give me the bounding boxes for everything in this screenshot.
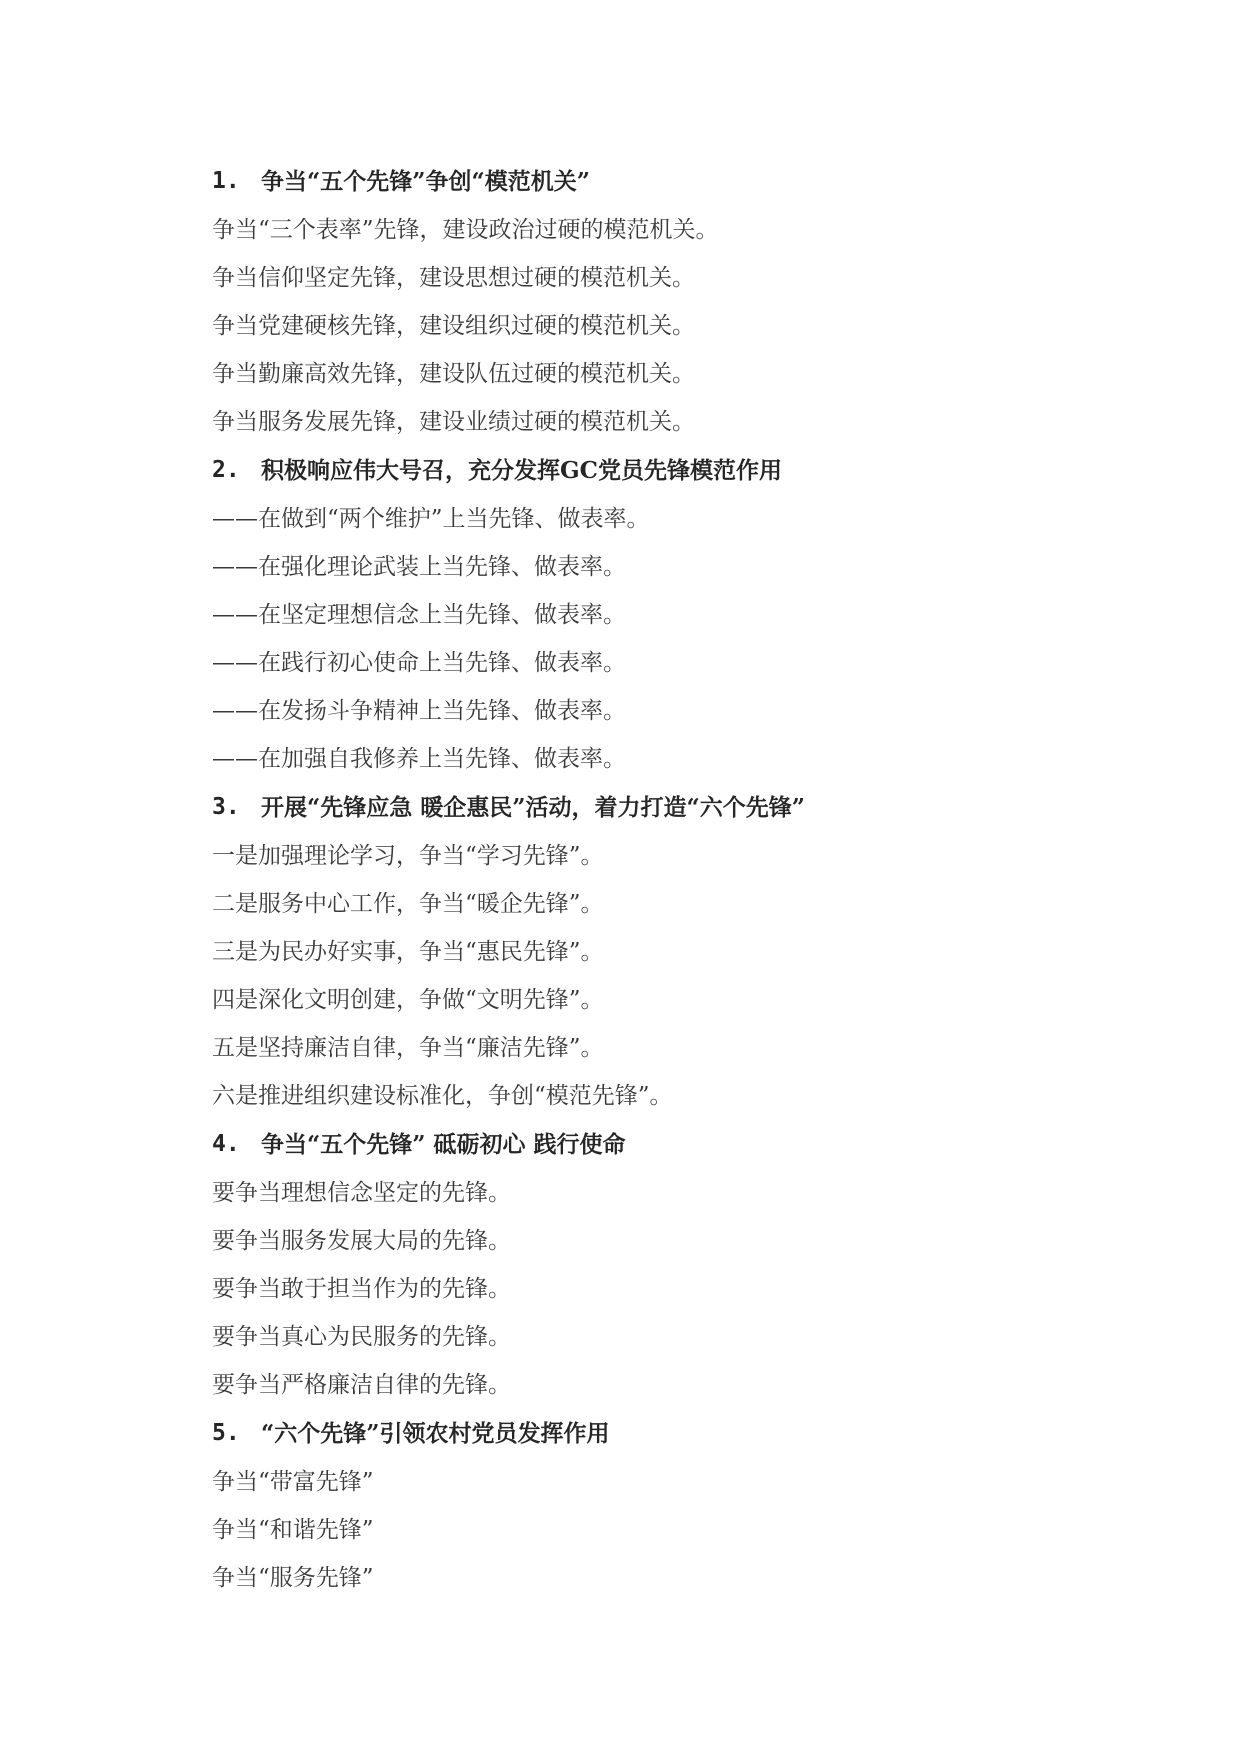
list-item: ——在强化理论武装上当先锋、做表率。 [212,554,626,580]
section-heading [212,1120,1032,1169]
list-item: 三是为民办好实事，争当“惠民先锋”。 [212,939,604,965]
section-5 [212,1409,1032,1602]
list-item: 四是深化文明创建，争做“文明先锋”。 [212,987,604,1013]
section-title: 争当“五个先锋” 砥砺初心 践行使命 [261,1131,626,1158]
list-item: 要争当服务发展大局的先锋。 [212,1228,511,1254]
list-item: 争当“带富先锋” [212,1469,374,1495]
section-4 [212,1120,1032,1409]
list-item: 要争当理想信念坚定的先锋。 [212,1180,511,1206]
list-item: ——在践行初心使命上当先锋、做表率。 [212,650,626,676]
section-title: “六个先锋”引领农村党员发挥作用 [261,1420,610,1447]
section-1 [212,157,1032,446]
list-item: ——在加强自我修养上当先锋、做表率。 [212,746,626,772]
list-item: 争当“服务先锋” [212,1565,374,1591]
list-item: 要争当严格廉洁自律的先锋。 [212,1372,511,1398]
list-item: 争当信仰坚定先锋，建设思想过硬的模范机关。 [212,265,695,291]
list-item: 争当服务发展先锋，建设业绩过硬的模范机关。 [212,409,695,435]
list-item: ——在做到“两个维护”上当先锋、做表率。 [212,506,650,532]
list-item: 要争当真心为民服务的先锋。 [212,1324,511,1350]
section-title: 争当“五个先锋”争创“模范机关” [261,168,590,195]
section-heading [212,783,1032,832]
section-number: 1. [212,168,240,194]
list-item: ——在坚定理想信念上当先锋、做表率。 [212,602,626,628]
list-item: 争当党建硬核先锋，建设组织过硬的模范机关。 [212,313,695,339]
section-3 [212,783,1032,1120]
section-heading [212,157,1032,206]
section-title: 开展“先锋应急 暖企惠民”活动，着力打造“六个先锋” [261,794,805,821]
list-item: ——在发扬斗争精神上当先锋、做表率。 [212,698,626,724]
list-item: 一是加强理论学习，争当“学习先锋”。 [212,843,604,869]
list-item: 五是坚持廉洁自律，争当“廉洁先锋”。 [212,1035,604,1061]
section-number: 2. [212,457,240,483]
section-2 [212,446,1032,783]
list-item: 要争当敢于担当作为的先锋。 [212,1276,511,1302]
list-item: 争当“三个表率”先锋，建设政治过硬的模范机关。 [212,217,719,243]
list-item: 争当“和谐先锋” [212,1517,374,1543]
list-item: 二是服务中心工作，争当“暖企先锋”。 [212,891,604,917]
section-number: 4. [212,1131,240,1157]
section-number: 3. [212,794,240,820]
section-number: 5. [212,1420,240,1446]
section-title: 积极响应伟大号召，充分发挥GC党员先锋模范作用 [261,457,782,484]
list-item: 六是推进组织建设标准化，争创“模范先锋”。 [212,1083,673,1109]
section-heading [212,446,1032,495]
document-body [212,157,1032,1602]
section-heading [212,1409,1032,1458]
list-item: 争当勤廉高效先锋，建设队伍过硬的模范机关。 [212,361,695,387]
